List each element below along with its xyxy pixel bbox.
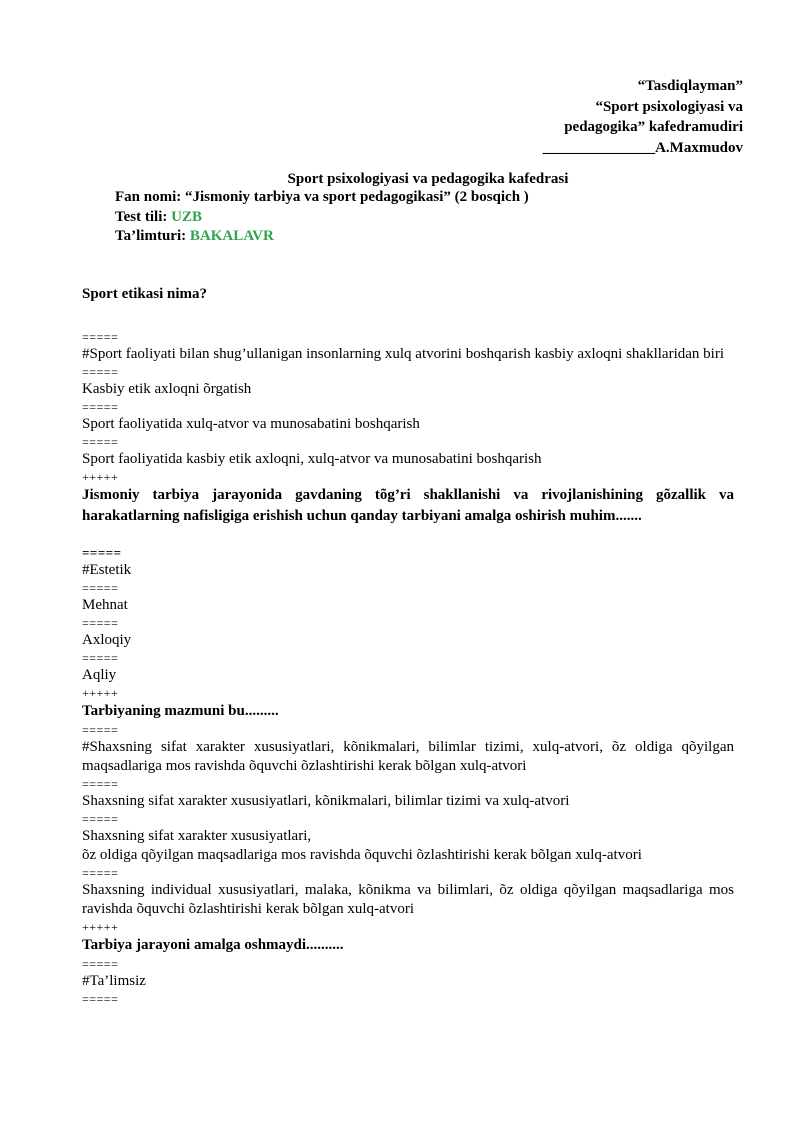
education-label: Ta’limturi: — [115, 228, 190, 244]
option-separator: ===== — [82, 435, 119, 449]
option-separator: ===== — [82, 616, 119, 630]
question-text: Sport etikasi nima? — [82, 286, 208, 302]
answer-option: #Ta’limsiz — [82, 973, 146, 989]
answer-option: õz oldiga qõyilgan maqsadlariga mos ravishda õquvchi õzlashtirishi kerak bõlgan xulq-atvori — [82, 847, 642, 863]
answer-option: Mehnat — [82, 597, 128, 613]
option-separator: ===== — [82, 723, 119, 737]
education-line — [115, 227, 529, 247]
question-separator: +++++ — [82, 470, 119, 484]
question-text: Jismoniy tarbiya jarayonida gavdaning tõg’ri shakllanishi va rivojlanishining gõzallik va harakatlarning nafisligiga erishish uchun qanday tarbiyani amalga oshirish muhim....... — [82, 487, 734, 524]
question-separator: +++++ — [82, 686, 119, 700]
option-separator: ===== — [82, 330, 119, 344]
option-separator: ===== — [82, 777, 119, 791]
test-language-value: UZB — [171, 208, 202, 225]
question-separator: +++++ — [82, 920, 119, 934]
answer-option: #Shaxsning sifat xarakter xususiyatlari, kõnikmalari, bilimlar tizimi, xulq-atvori, õz oldiga qõyilgan maqsadlariga mos ravishda õquvchi õzlashtirishi kerak bõlgan xulq-atvori — [82, 739, 734, 774]
approval-line: “Tasdiqlayman” — [637, 78, 743, 94]
education-value: BAKALAVR — [189, 228, 274, 244]
answer-option: Shaxsning sifat xarakter xususiyatlari, — [82, 828, 312, 844]
option-separator: ===== — [82, 365, 119, 379]
option-separator: ===== — [82, 992, 119, 1006]
answer-option: Sport faoliyatida xulq-atvor va munosabatini boshqarish — [82, 416, 420, 432]
questions-body — [82, 284, 734, 1007]
test-language-line — [115, 208, 529, 228]
option-separator: ===== — [82, 581, 119, 595]
option-separator: ===== — [82, 400, 119, 414]
answer-option: Sport faoliyatida kasbiy etik axloqni, xulq-atvor va munosabatini boshqarish — [82, 451, 542, 467]
spacer — [82, 527, 734, 545]
answer-option: Shaxsning sifat xarakter xususiyatlari, kõnikmalari, bilimlar tizimi va xulq-atvori — [82, 793, 570, 809]
question-text: Tarbiyaning mazmuni bu......... — [82, 703, 279, 719]
option-separator: ===== — [82, 957, 119, 971]
approval-line: “Sport psixologiyasi va — [595, 98, 743, 115]
option-separator: ===== — [82, 812, 119, 826]
test-meta — [115, 188, 529, 247]
department-title: Sport psixologiyasi va pedagogika kafedrasi — [287, 171, 569, 187]
answer-option: Aqliy — [82, 667, 117, 683]
approval-line: pedagogika” kafedramudiri — [564, 119, 743, 135]
spacer — [82, 319, 734, 329]
answer-option: Shaxsning individual xususiyatlari, malaka, kõnikma va bilimlari, õz oldiga qõyilgan maqsadlariga mos ravishda õquvchi õzlashtirishi kerak bõlgan xulq-atvori — [82, 882, 734, 917]
option-separator: ===== — [82, 651, 119, 665]
question-text: Tarbiya jarayoni amalga oshmaydi.......... — [82, 937, 344, 953]
option-separator: ===== — [82, 545, 122, 560]
answer-option: Axloqiy — [82, 632, 132, 648]
answer-option: #Estetik — [82, 562, 132, 578]
option-separator: ===== — [82, 866, 119, 880]
answer-option: Kasbiy etik axloqni õrgatish — [82, 381, 252, 397]
approval-block — [543, 76, 743, 158]
answer-option: #Sport faoliyati bilan shug’ullanigan insonlarning xulq atvorini boshqarish kasbiy axloqni shakllaridan biri — [82, 346, 724, 362]
test-language-label: Test tili: — [115, 208, 172, 225]
approval-signature-line: _______________A.Maxmudov — [542, 139, 743, 156]
subject-line: Fan nomi: “Jismoniy tarbiya va sport pedagogikasi” (2 bosqich ) — [115, 189, 529, 205]
